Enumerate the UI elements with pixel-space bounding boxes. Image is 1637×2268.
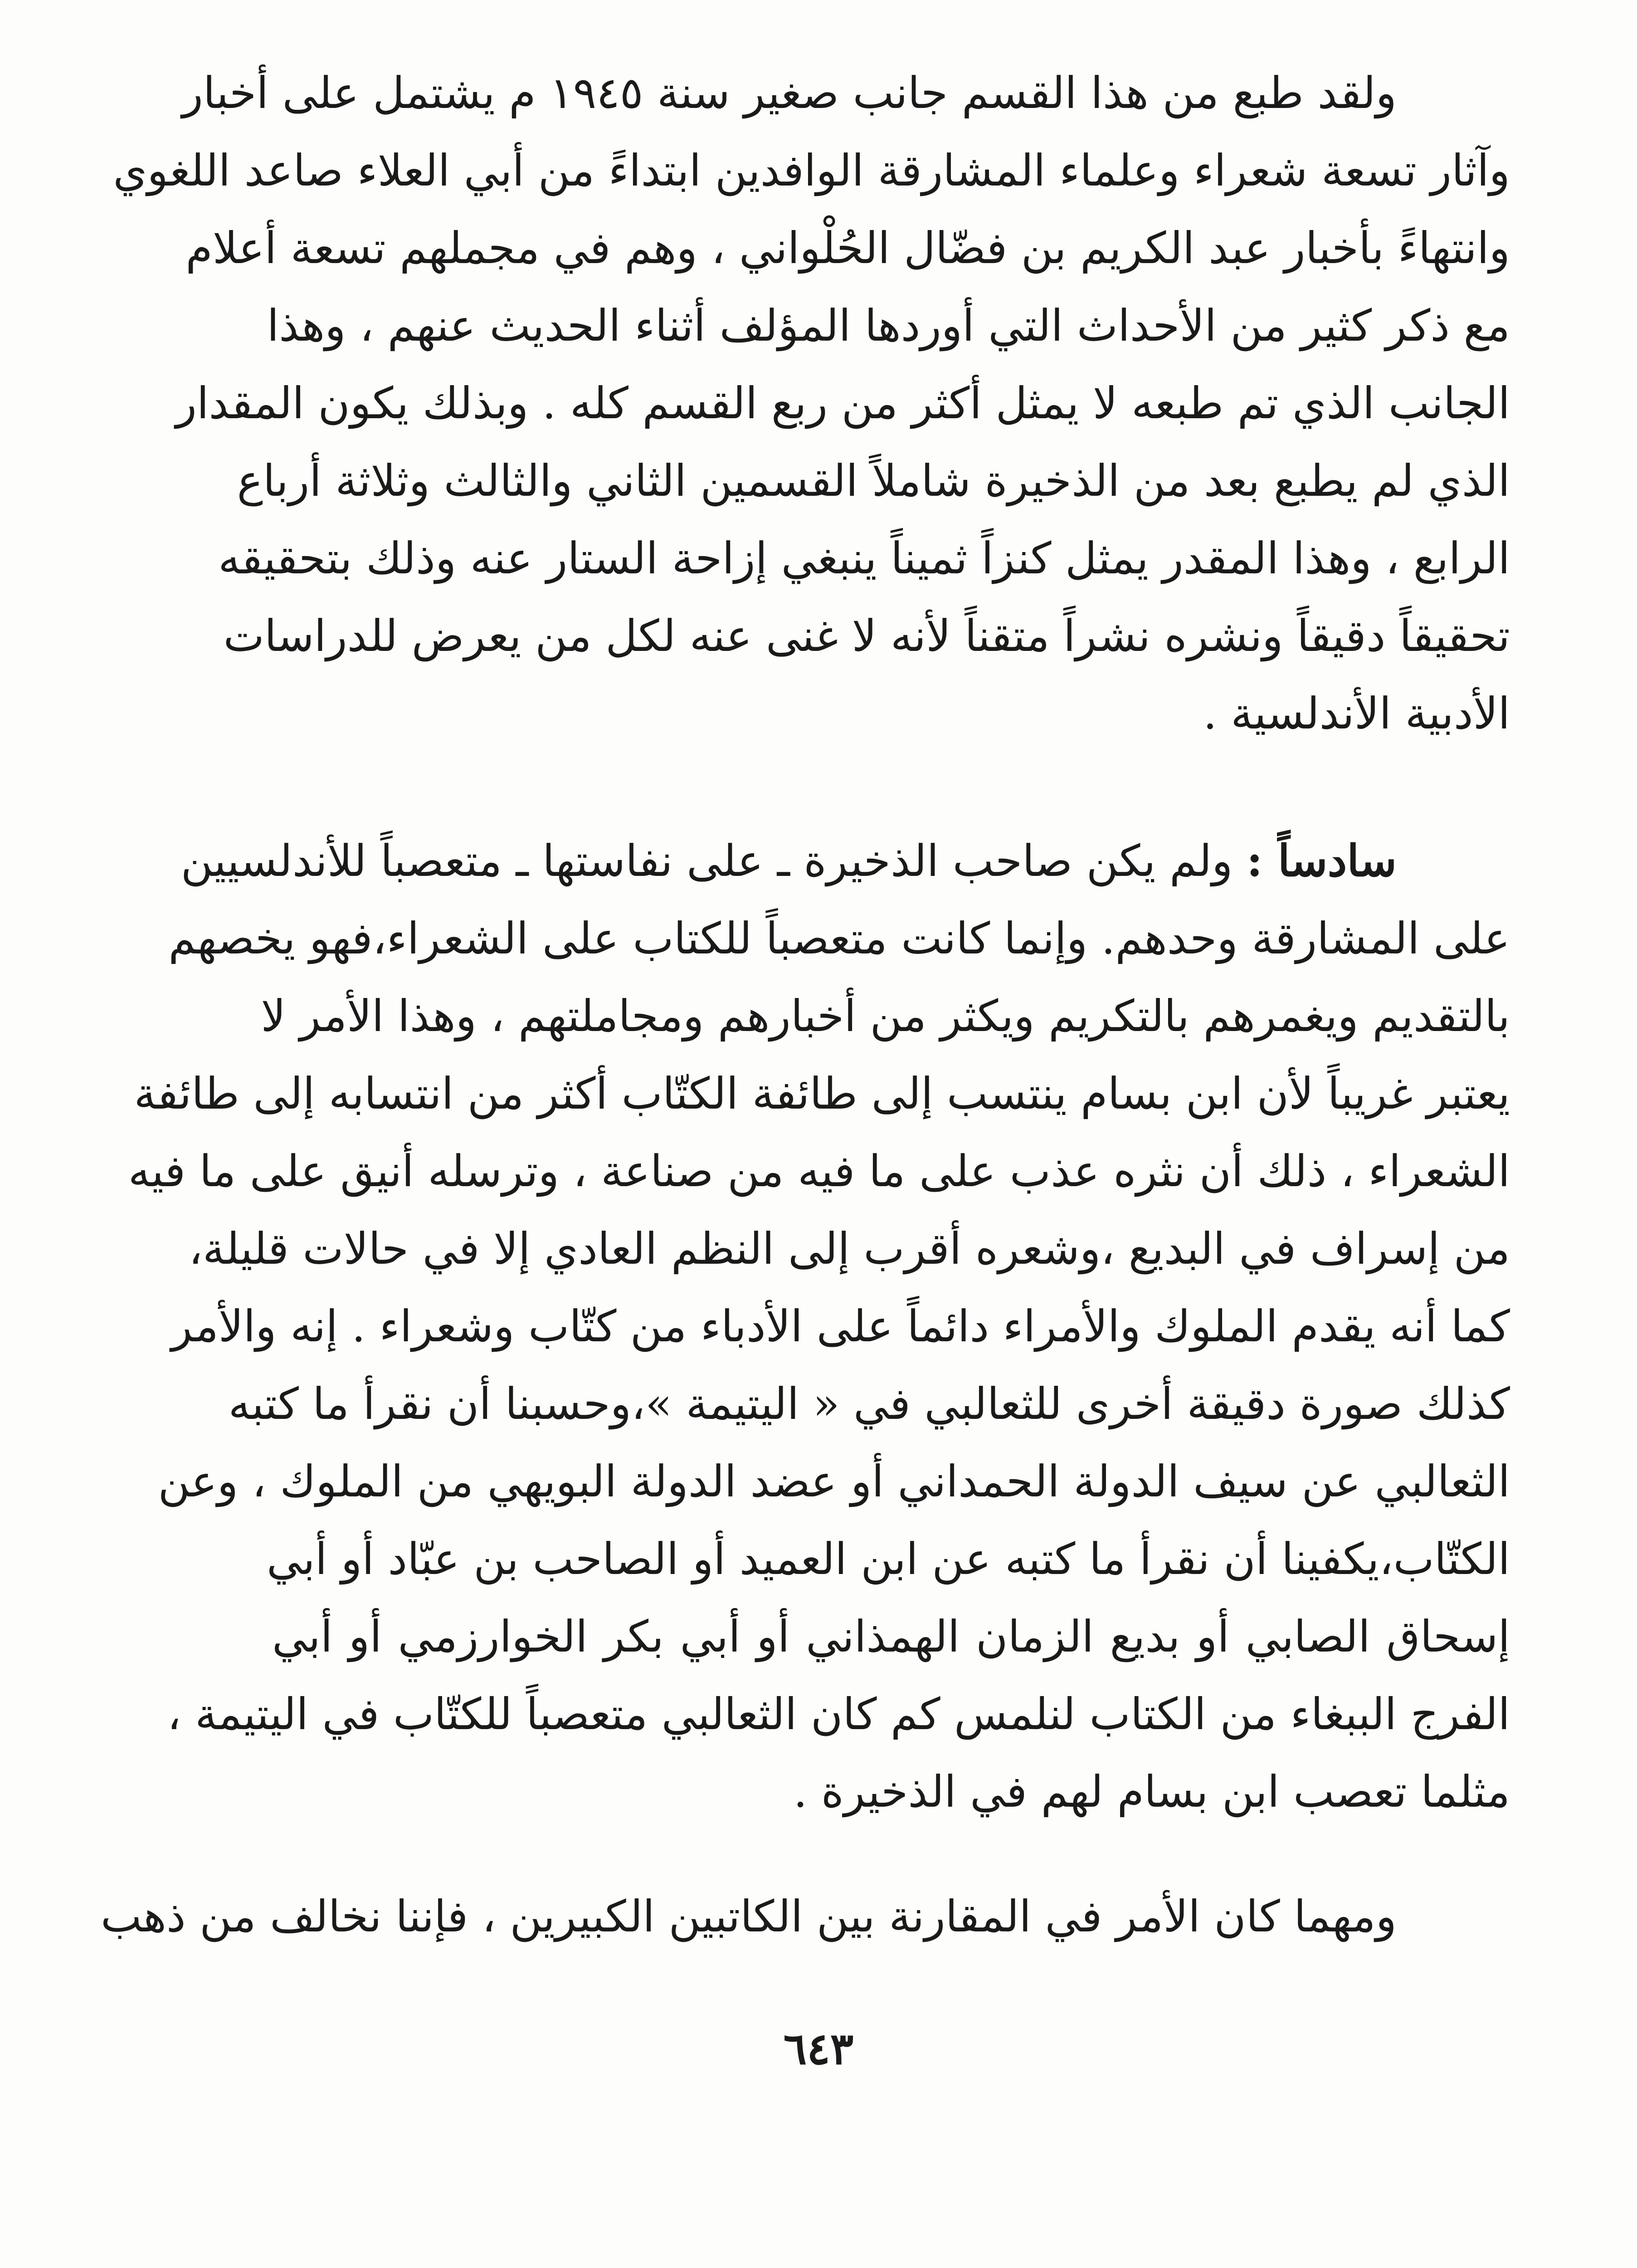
paragraph-3-line-1: ومهما كان الأمر في المقارنة بين الكاتبين الكبيرين ، فإننا نخالف من ذهب — [100, 1891, 1397, 1942]
page-number: ٦٤٣ — [783, 2023, 854, 2074]
paragraph-1-line-9: الأدبية الأندلسية . — [1203, 688, 1510, 739]
paragraph-1-line-8: تحقيقاً دقيقاً ونشره نشراً متقناً لأنه لا غنى عنه لكل من يعرض للدراسات — [223, 611, 1510, 661]
paragraph-1-line-4: مع ذكر كثير من الأحداث التي أوردها المؤلف أثناء الحديث عنهم ، وهذا — [267, 300, 1510, 351]
paragraph-1-line-2: وآثار تسعة شعراء وعلماء المشارقة الوافدين ابتداءً من أبي العلاء صاعد اللغوي — [113, 145, 1510, 196]
paragraph-2-line-11: إسحاق الصابي أو بديع الزمان الهمذاني أو أبي بكر الخوارزمي أو أبي — [272, 1611, 1510, 1662]
paragraph-2-line-1-text: ولم يكن صاحب الذخيرة ـ على نفاستها ـ متعصباً للأندلسيين — [180, 836, 1247, 886]
paragraph-2-line-6: من إسراف في البديع ،وشعره أقرب إلى النظم العادي إلا في حالات قليلة، — [189, 1223, 1510, 1274]
paragraph-2-line-13: مثلما تعصب ابن بسام لهم في الذخيرة . — [793, 1766, 1510, 1817]
paragraph-2-line-2: على المشارقة وحدهم. وإنما كانت متعصباً للكتاب على الشعراء،فهو يخصهم — [168, 913, 1510, 964]
paragraph-2-line-12: الفرج الببغاء من الكتاب لنلمس كم كان الثعالبي متعصباً للكتّاب في اليتيمة ، — [167, 1689, 1510, 1740]
paragraph-2-line-4: يعتبر غريباً لأن ابن بسام ينتسب إلى طائفة الكتّاب أكثر من انتسابه إلى طائفة — [134, 1068, 1510, 1119]
paragraph-2 — [128, 822, 1510, 1831]
paragraph-1-line-3: وانتهاءً بأخبار عبد الكريم بن فضّال الحُلْواني ، وهم في مجملهم تسعة أعلام — [185, 223, 1510, 274]
paragraph-1-line-7: الرابع ، وهذا المقدر يمثل كنزاً ثميناً ينبغي إزاحة الستار عنه وذلك بتحقيقه — [218, 533, 1510, 584]
paragraph-2-line-8: كذلك صورة دقيقة أخرى للثعالبي في « اليتيمة »،وحسبنا أن نقرأ ما كتبه — [228, 1378, 1510, 1429]
paragraph-2-line-7: كما أنه يقدم الملوك والأمراء دائماً على الأدباء من كتّاب وشعراء . إنه والأمر — [171, 1301, 1510, 1352]
paragraph-1-line-6: الذي لم يطبع بعد من الذخيرة شاملاً القسمين الثاني والثالث وثلاثة أرباع — [237, 455, 1510, 506]
paragraph-3-wrapper — [100, 1878, 1510, 1955]
paragraph-2-line-10: الكتّاب،يكفينا أن نقرأ ما كتبه عن ابن العميد أو الصاحب بن عبّاد أو أبي — [266, 1534, 1510, 1584]
section-lead-label: سادساً : — [1247, 835, 1397, 886]
paragraph-1-line-1: ولقد طبع من هذا القسم جانب صغير سنة ١٩٤٥ م يشتمل على أخبار — [182, 68, 1397, 118]
paragraph-2-line-1 — [180, 822, 1510, 900]
paragraph-1-line-5: الجانب الذي تم طبعه لا يمثل أكثر من ربع القسم كله . وبذلك يكون المقدار — [175, 378, 1510, 429]
paragraph-2-line-3: بالتقديم ويغمرهم بالتكريم ويكثر من أخبارهم ومجاملتهم ، وهذا الأمر لا — [261, 991, 1510, 1041]
paragraph-2-line-9: الثعالبي عن سيف الدولة الحمداني أو عضد الدولة البويهي من الملوك ، وعن — [158, 1456, 1510, 1507]
paragraph-2-line-5: الشعراء ، ذلك أن نثره عذب على ما فيه من صناعة ، وترسله أنيق على ما فيه — [128, 1146, 1510, 1197]
paragraph-1 — [113, 54, 1510, 753]
